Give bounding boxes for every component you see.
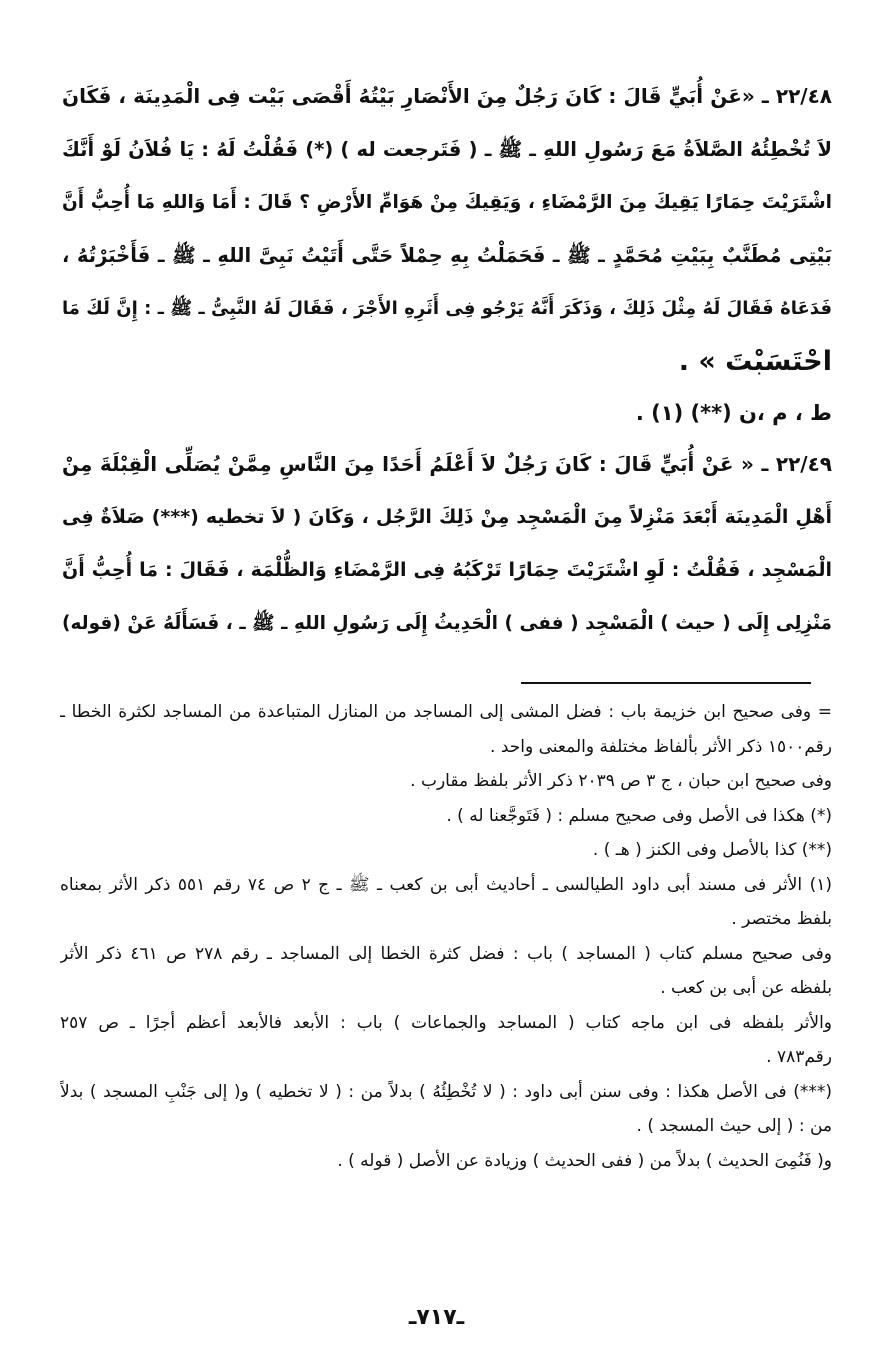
page-number: ـ٧١٧ـ [408, 1305, 465, 1330]
footnote-line: رقم١٥٠٠ ذكر الأثر بألفاظ مختلفة والمعنى واحد . [490, 736, 832, 757]
hadith-49-line-1: ٢٢/٤٩ ـ « عَنْ أُبَيٍّ قَالَ : كَانَ رَجُلٌ لاَ أَعْلَمُ أَحَدًا مِنَ النَّاسِ مِمَّنْ يُصَلِّى الْقِبْلَةَ مِنْ [62, 452, 832, 476]
hadith-48-line-2: لاَ تُخْطِئُهُ الصَّلاَةُ مَعَ رَسُولِ اللهِ ـ ﷺ ـ ( فَتَرجعت له ) (*) فَقُلْتُ لَهُ : يَا فُلاَنُ لَوْ أَنَّكَ [62, 138, 832, 161]
hadith-48-line-4: بَيْتِى مُطَنَّبٌ بِبَيْتِ مُحَمَّدٍ ـ ﷺ ـ فَحَمَلْتُ بِهِ حِمْلاً حَتَّى أَتَيْتُ نَبِىَّ اللهِ ـ ﷺ ـ فَأَخْبَرْتُهُ ، [62, 244, 832, 267]
hadith-49-line-2: أَهْلِ الْمَدِينَة أَبْعَدَ مَنْزِلاً مِنَ الْمَسْجِد مِنْ ذَلِكَ الرَّجُل ، وَكَانَ ( لاَ تخطيه (***) صَلاَةٌ فِى [62, 506, 832, 528]
footnote-line: (***) فى الأصل هكذا : وفى سنن أبى داود : ( لا تُخْطِئُهُ ) بدلاً من : ( لا تخطيه ) و( إلى جَنْبِ المسجد ) بدلاً [60, 1081, 832, 1102]
hadith-48-references: ط ، م ،ن (**) (١) . [635, 401, 832, 425]
footnote-line: والأثر بلفظه فى ابن ماجه كتاب ( المساجد والجماعات ) باب : الأبعد فالأبعد أعظم أجرًا ـ ص ٢٥٧ [60, 1012, 832, 1033]
footnote-line: من : ( إلى حيث المسجد ) . [636, 1116, 832, 1136]
footnote-line: (**) كذا بالأصل وفى الكنز ( هـ ) . [592, 840, 832, 860]
footnote-separator [521, 682, 811, 684]
footnote-line: وفى صحيح مسلم كتاب ( المساجد ) باب : فضل كثرة الخطا إلى المساجد ـ رقم ٢٧٨ ص ٤٦١ ذكر الأثر [60, 943, 832, 964]
hadith-49-line-4: مَنْزِلِى إِلَى ( حيث ) الْمَسْجِد ( ففى ) الْحَدِيثُ إِلَى رَسُولِ اللهِ ـ ﷺ ـ ، فَسَأَلَهُ عَنْ (قوله) [62, 613, 832, 634]
hadith-48-line-6: احْتَسَبْتَ » . [678, 346, 832, 377]
footnote-line: وفى صحيح ابن حبان ، ج ٣ ص ٢٠٣٩ ذكر الأثر بلفظ مقارب . [410, 771, 832, 791]
footnote-line: (*) هكذا فى الأصل وفى صحيح مسلم : ( فَتَوجَّعنا له ) . [446, 805, 832, 826]
main-text [62, 70, 832, 650]
footnote-line: بلفظ مختصر . [731, 909, 832, 929]
hadith-48-line-1: ٢٢/٤٨ ـ «عَنْ أُبَيٍّ قَالَ : كَانَ رَجُلٌ مِنَ الأَنْصَارِ بَيْتُهُ أَقْصَى بَيْت فِى الْمَدِينَة ، فَكَانَ [62, 84, 832, 108]
hadith-48-line-5: فَدَعَاهُ فَقَالَ لَهُ مِثْلَ ذَلِكَ ، وَذَكَرَ أَنَّهُ يَرْجُو فِى أَثَرِهِ الأَجْرَ ، فَقَالَ لَهُ النَّبِىُّ ـ ﷺ ـ : إِنَّ لَكَ مَا [62, 298, 832, 319]
hadith-48-line-3: اشْتَرَيْتَ حِمَارًا يَقِيكَ مِنَ الرَّمْضَاءِ ، وَيَقِيكَ مِنْ هَوَامِّ الأَرْضِ ؟ قَالَ : أَمَا وَاللهِ مَا أُحِبُّ أَنَّ [62, 192, 832, 213]
footnote-line: (١) الأثر فى مسند أبى داود الطيالسى ـ أحاديث أبى بن كعب ـ ﷺ ـ ج ٢ ص ٧٤ رقم ٥٥١ ذكر الأثر بمعناه [60, 874, 832, 895]
footnote-line: بلفظه عن أبى بن كعب . [660, 978, 832, 998]
hadith-49-line-3: الْمَسْجِد ، فَقُلْتُ : لَوِ اشْتَرَيْتَ حِمَارًا تَرْكَبُهُ فِى الرَّمْضَاءِ وَالظُّلْمَة ، فَقَالَ : مَا أُحِبُّ أَنَّ [62, 559, 832, 581]
footnote-line: و( فَنُمِىَ الحديث ) بدلاً من ( ففى الحديث ) وزيادة عن الأصل ( قوله ) . [337, 1150, 832, 1171]
footnote-line: رقم٧٨٣ . [766, 1047, 832, 1067]
footnotes [60, 695, 832, 1178]
footnote-line: = وفى صحيح ابن خزيمة باب : فضل المشى إلى المساجد من المنازل المتباعدة من المساجد لكثرة الخطا ـ [60, 702, 832, 722]
